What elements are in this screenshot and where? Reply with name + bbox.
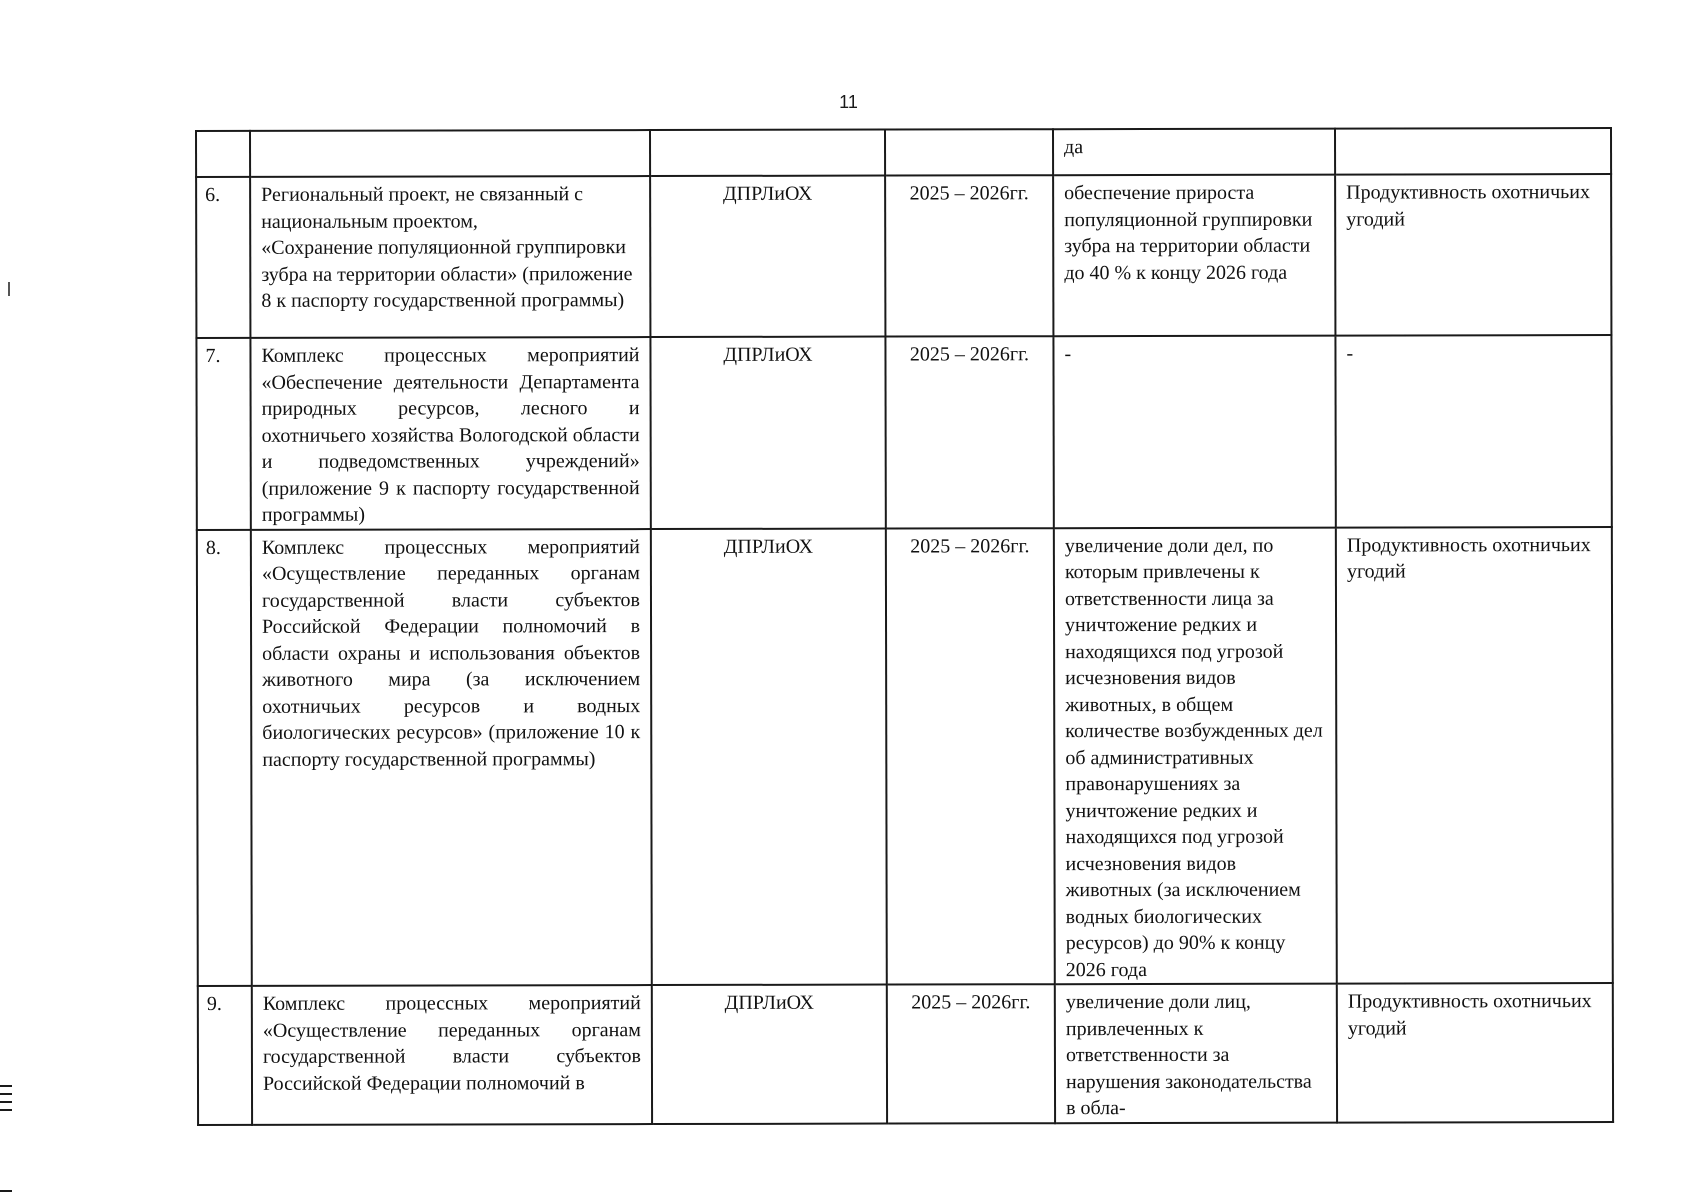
margin-mark (8, 282, 10, 296)
table-cell (650, 130, 885, 176)
row-number: 9. (198, 986, 252, 1125)
row-indicator: - (1335, 335, 1611, 527)
row-measure-name: Комплекс процессных мероприятий «Осуществление переданных органам государственной власти субъектов Российской Федерации полномочий в (252, 985, 652, 1124)
table-row (197, 527, 1613, 986)
margin-mark (0, 1101, 12, 1103)
table-cell-result: да (1053, 129, 1335, 176)
row-period: 2025 – 2026гг. (885, 336, 1053, 528)
row-measure-name: Региональный проект, не связанный с национальным проектом, «Сохранение популяционной группировки зубра на территории области» (приложение 8 к паспорту государственной программы) (250, 176, 650, 338)
row-indicator: Продуктивность охотничьих угодий (1336, 527, 1613, 984)
row-result: обеспечение прироста популяционной группировки зубра на территории области до 40 % к концу 2026 года (1053, 175, 1335, 337)
row-result: увеличение доли дел, по которым привлечены к ответственности лица за уничтожение редких и находящихся под угрозой исчезновения видов животных, в общем количестве возбужденных дел об административных правонарушениях за уничтожение редких и находящихся под угрозой исчезновения видов животных (за исключением водных биологических ресурсов) до 90% к концу 2026 года (1054, 527, 1337, 984)
row-executor: ДПРЛиОХ (650, 337, 885, 529)
row-period: 2025 – 2026гг. (886, 528, 1055, 985)
row-measure-name: Комплекс процессных мероприятий «Осуществление переданных органам государственной власти субъектов Российской Федерации полномочий в области охраны и использования объектов животного мира (за исключением охотничьих ресурсов и водных биологических ресурсов» (приложение 10 к паспорту государственной программы) (251, 529, 652, 986)
row-executor: ДПРЛиОХ (652, 985, 887, 1124)
program-structure-table (195, 127, 1614, 1125)
table-cell (1335, 128, 1611, 175)
page-number: 11 (839, 92, 858, 112)
row-number: 6. (196, 177, 250, 338)
margin-mark (0, 1085, 12, 1087)
row-executor: ДПРЛиОХ (650, 176, 885, 337)
row-period: 2025 – 2026гг. (885, 175, 1053, 336)
margin-mark (0, 1109, 12, 1111)
margin-mark (0, 1093, 12, 1095)
table-cell (885, 129, 1053, 175)
row-result: - (1053, 336, 1335, 528)
table-row (196, 335, 1611, 529)
table-row (198, 983, 1613, 1124)
row-measure-name: Комплекс процессных мероприятий «Обеспечение деятельности Департамента природных ресурсов, лесного и охотничьего хозяйства Вологодской области и подведомственных учреждений» (приложение 9 к паспорту государственной программы) (250, 337, 650, 529)
margin-mark (0, 1190, 12, 1192)
table-cell (250, 130, 650, 177)
row-number: 7. (196, 338, 250, 530)
table-cell (196, 131, 250, 177)
table-continuation-row (196, 128, 1611, 177)
row-indicator: Продуктивность охотничьих угодий (1337, 983, 1613, 1122)
row-indicator: Продуктивность охотничьих угодий (1335, 174, 1611, 336)
row-executor: ДПРЛиОХ (651, 528, 887, 985)
row-result: увеличение доли лиц, привлеченных к ответственности за нарушения законодательства в обла- (1055, 984, 1337, 1123)
table-row (196, 174, 1611, 338)
row-number: 8. (197, 529, 252, 986)
row-period: 2025 – 2026гг. (887, 984, 1055, 1123)
